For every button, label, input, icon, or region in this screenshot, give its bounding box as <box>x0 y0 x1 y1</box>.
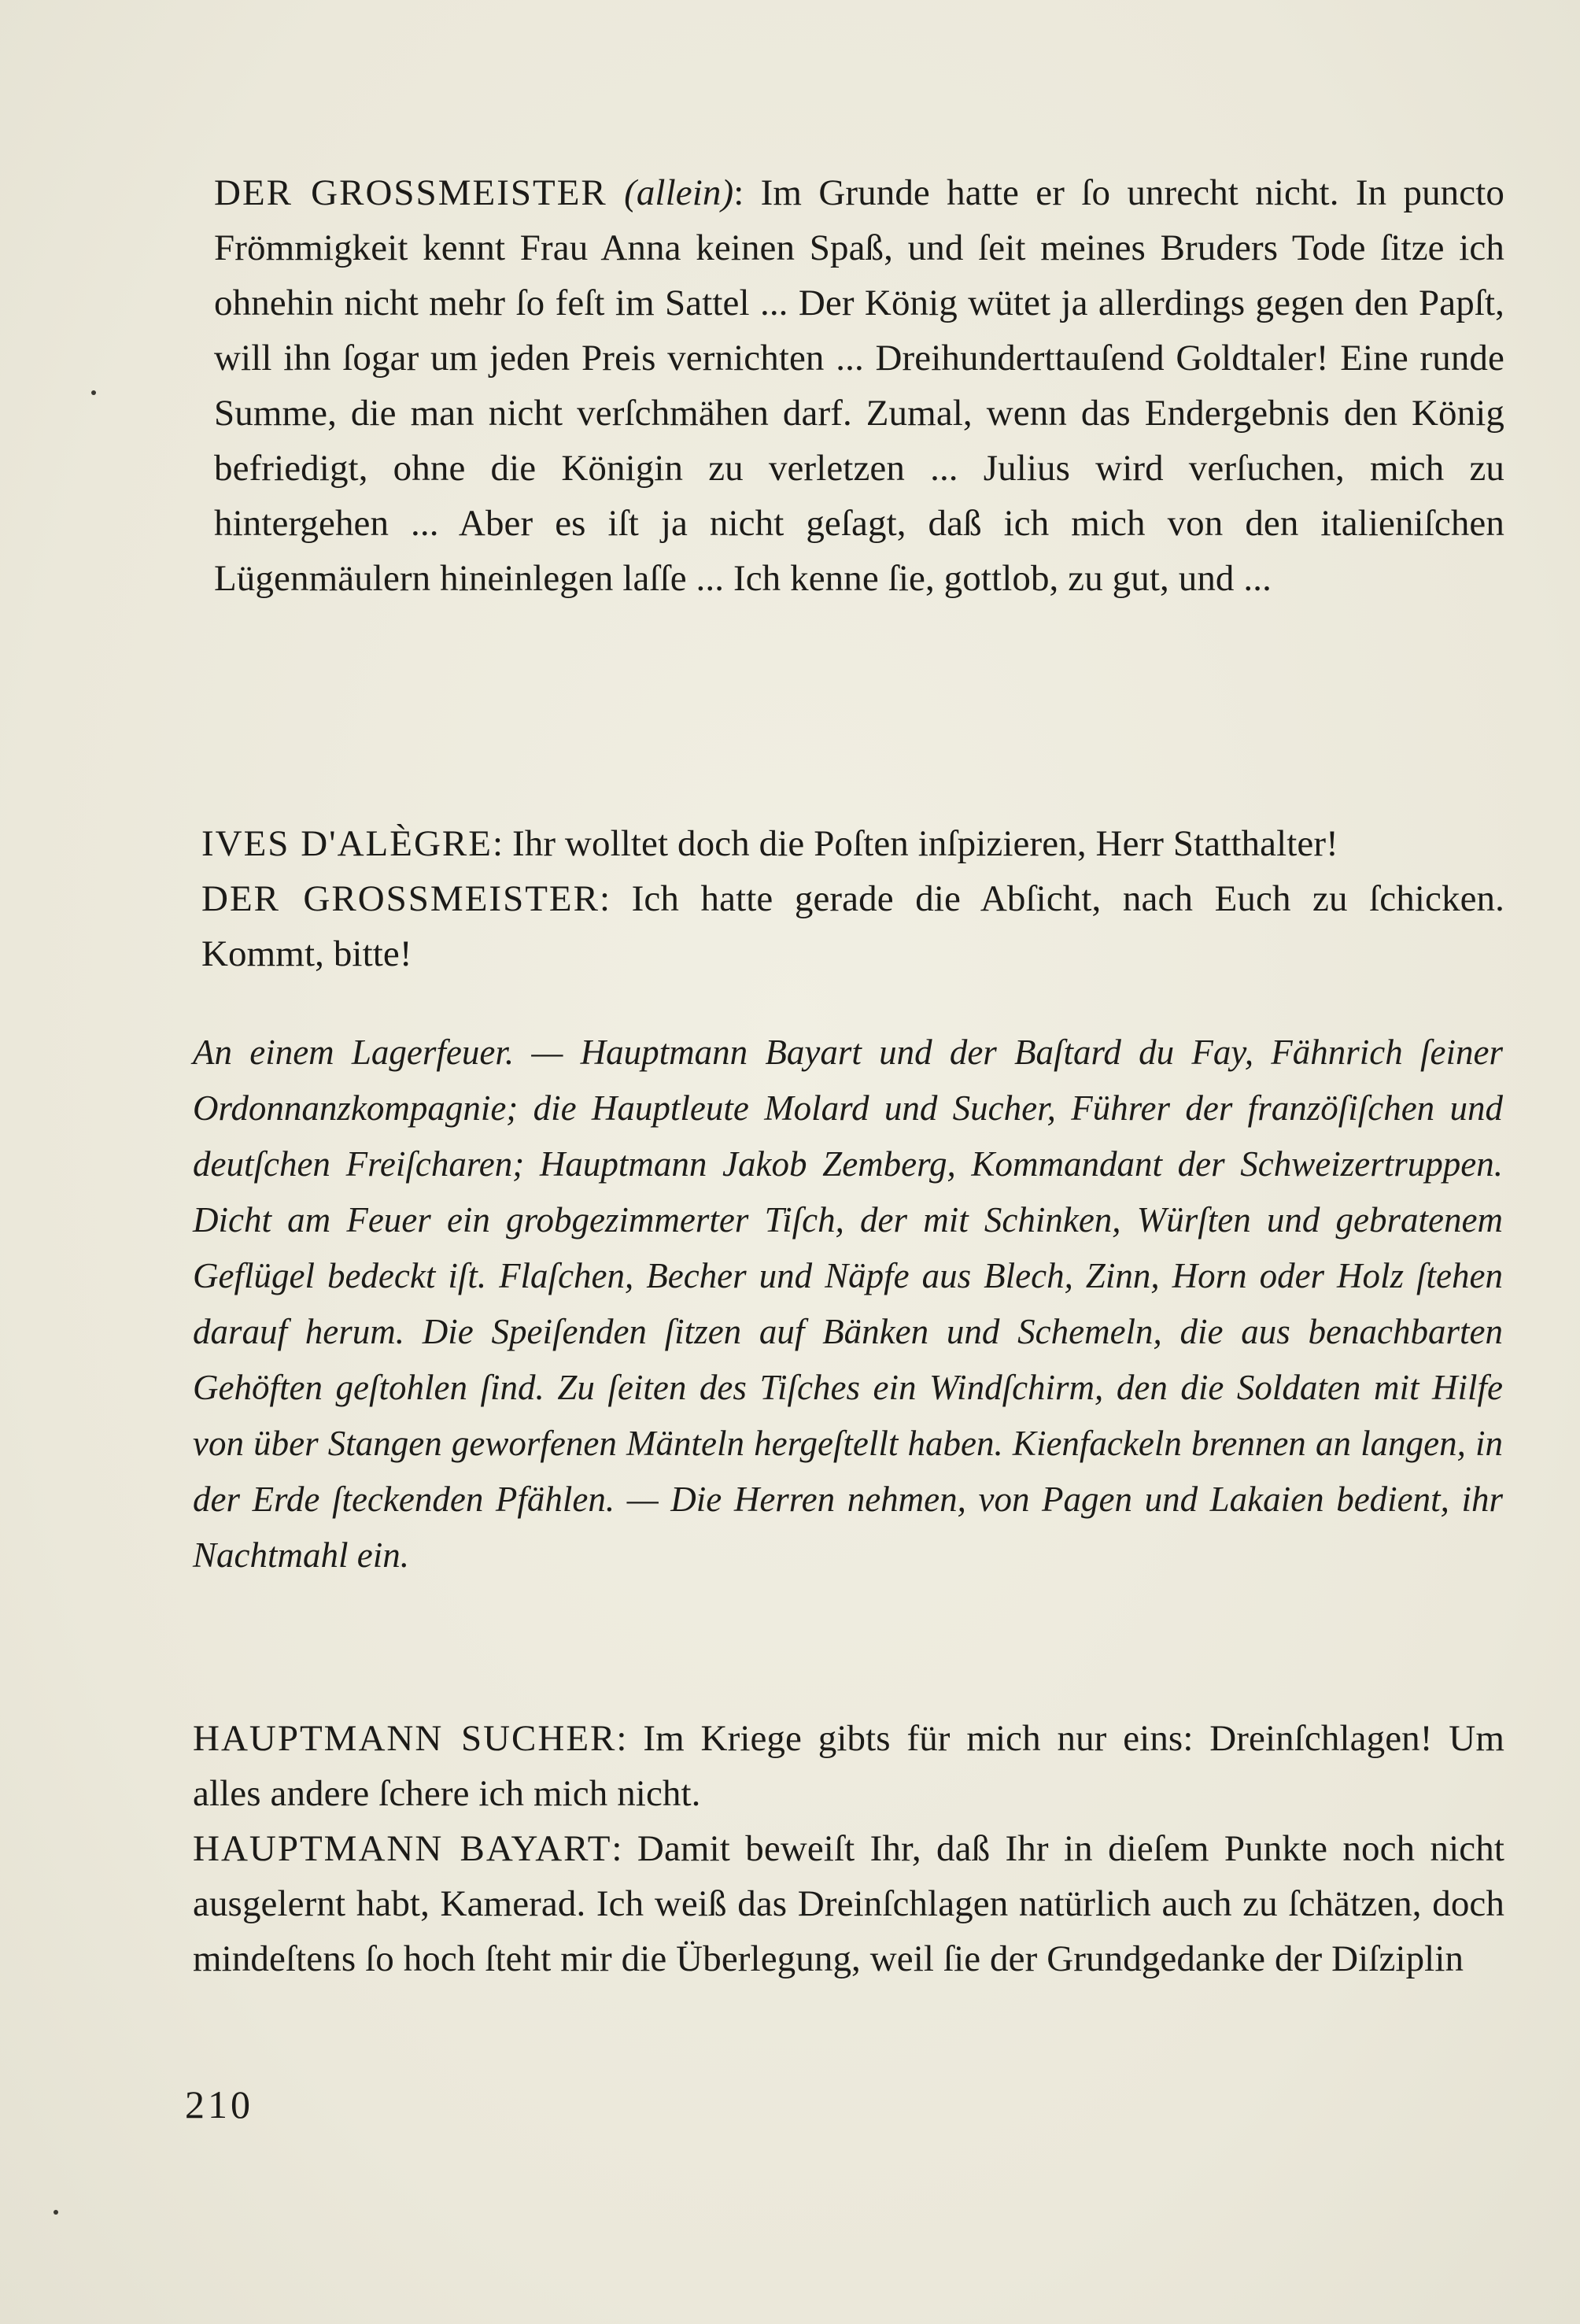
speech-text: : Damit beweiſt Ihr, daß Ihr in dieſem Punkte noch nicht ausgelernt habt, Kamerad. Ich weiß das Dreinſchlagen natürlich auch zu ſchätzen, doch mindeſtens ſo hoch ſteht mir die Überlegung, weil ſie der Grundgedanke der Diſziplin <box>193 1828 1504 1979</box>
speech-text: : Ihr wolltet doch die Poſten inſpizieren, Herr Statthalter! <box>492 823 1338 864</box>
speech-text: : Im Grunde hatte er ſo unrecht nicht. In puncto Frömmigkeit kennt Frau Anna keinen Spaß, und ſeit meines Bruders Tode ſitze ich ohnehin nicht mehr ſo feſt im Sattel ... Der König wütet ja allerdings gegen den Papſt, will ihn ſogar um jeden Preis vernichten ... Dreihunderttauſend Goldtaler! Eine runde Summe, die man nicht verſchmähen darf. Zumal, wenn das Endergebnis den König befriedigt, ohne die Königin zu verletzen ... Julius wird verſuchen, mich zu hintergehen ... Aber es iſt ja nicht geſagt, daß ich mich von den italieniſchen Lügenmäulern hineinlegen laſſe ... Ich kenne ſie, gottlob, zu gut, und ... <box>214 172 1504 599</box>
speech-block <box>214 165 1504 606</box>
speech-block <box>193 1711 1504 1821</box>
paper-speck <box>91 390 96 395</box>
speech-block <box>201 816 1504 871</box>
speech-block <box>201 871 1504 981</box>
page-number: 210 <box>185 2082 253 2126</box>
speech-text: : Im Kriege gibts für mich nur eins: Dreinſchlagen! Um alles andere ſchere ich mich nicht. <box>193 1718 1504 1814</box>
speaker-name: HAUPTMANN BAYART <box>193 1828 612 1869</box>
paper-speck <box>54 2210 58 2215</box>
speaker-name: IVES D'ALÈGRE <box>201 823 493 864</box>
speaker-name: HAUPTMANN SUCHER <box>193 1718 617 1759</box>
speaker-name: DER GROSSMEISTER <box>214 172 607 213</box>
speaker-name: DER GROSSMEISTER <box>201 878 600 919</box>
speech-text: : Ich hatte gerade die Abſicht, nach Euch zu ſchicken. Kommt, bitte! <box>201 878 1504 974</box>
stage-aside: (allein) <box>624 172 734 213</box>
stage-direction: An einem Lagerfeuer. — Hauptmann Bayart und der Baſtard du Fay, Fähnrich ſeiner Ordonnanzkompagnie; die Hauptleute Molard und Sucher, Führer der franzöſiſchen und deutſchen Freiſcharen; Hauptmann Jakob Zemberg, Kommandant der Schweizertruppen. Dicht am Feuer ein grobgezimmerter Tiſch, der mit Schinken, Würſten und gebratenem Geflügel bedeckt iſt. Flaſchen, Becher und Näpfe aus Blech, Zinn, Horn oder Holz ſtehen darauf herum. Die Speiſenden ſitzen auf Bänken und Schemeln, die aus benachbarten Gehöften geſtohlen ſind. Zu ſeiten des Tiſches ein Windſchirm, den die Soldaten mit Hilfe von über Stangen geworfenen Mänteln hergeſtellt haben. Kienfackeln brennen an langen, in der Erde ſteckenden Pfählen. — Die Herren nehmen, von Pagen und Lakaien bedient, ihr Nachtmahl ein. <box>193 1033 1503 1575</box>
speech-block <box>193 1821 1504 1986</box>
